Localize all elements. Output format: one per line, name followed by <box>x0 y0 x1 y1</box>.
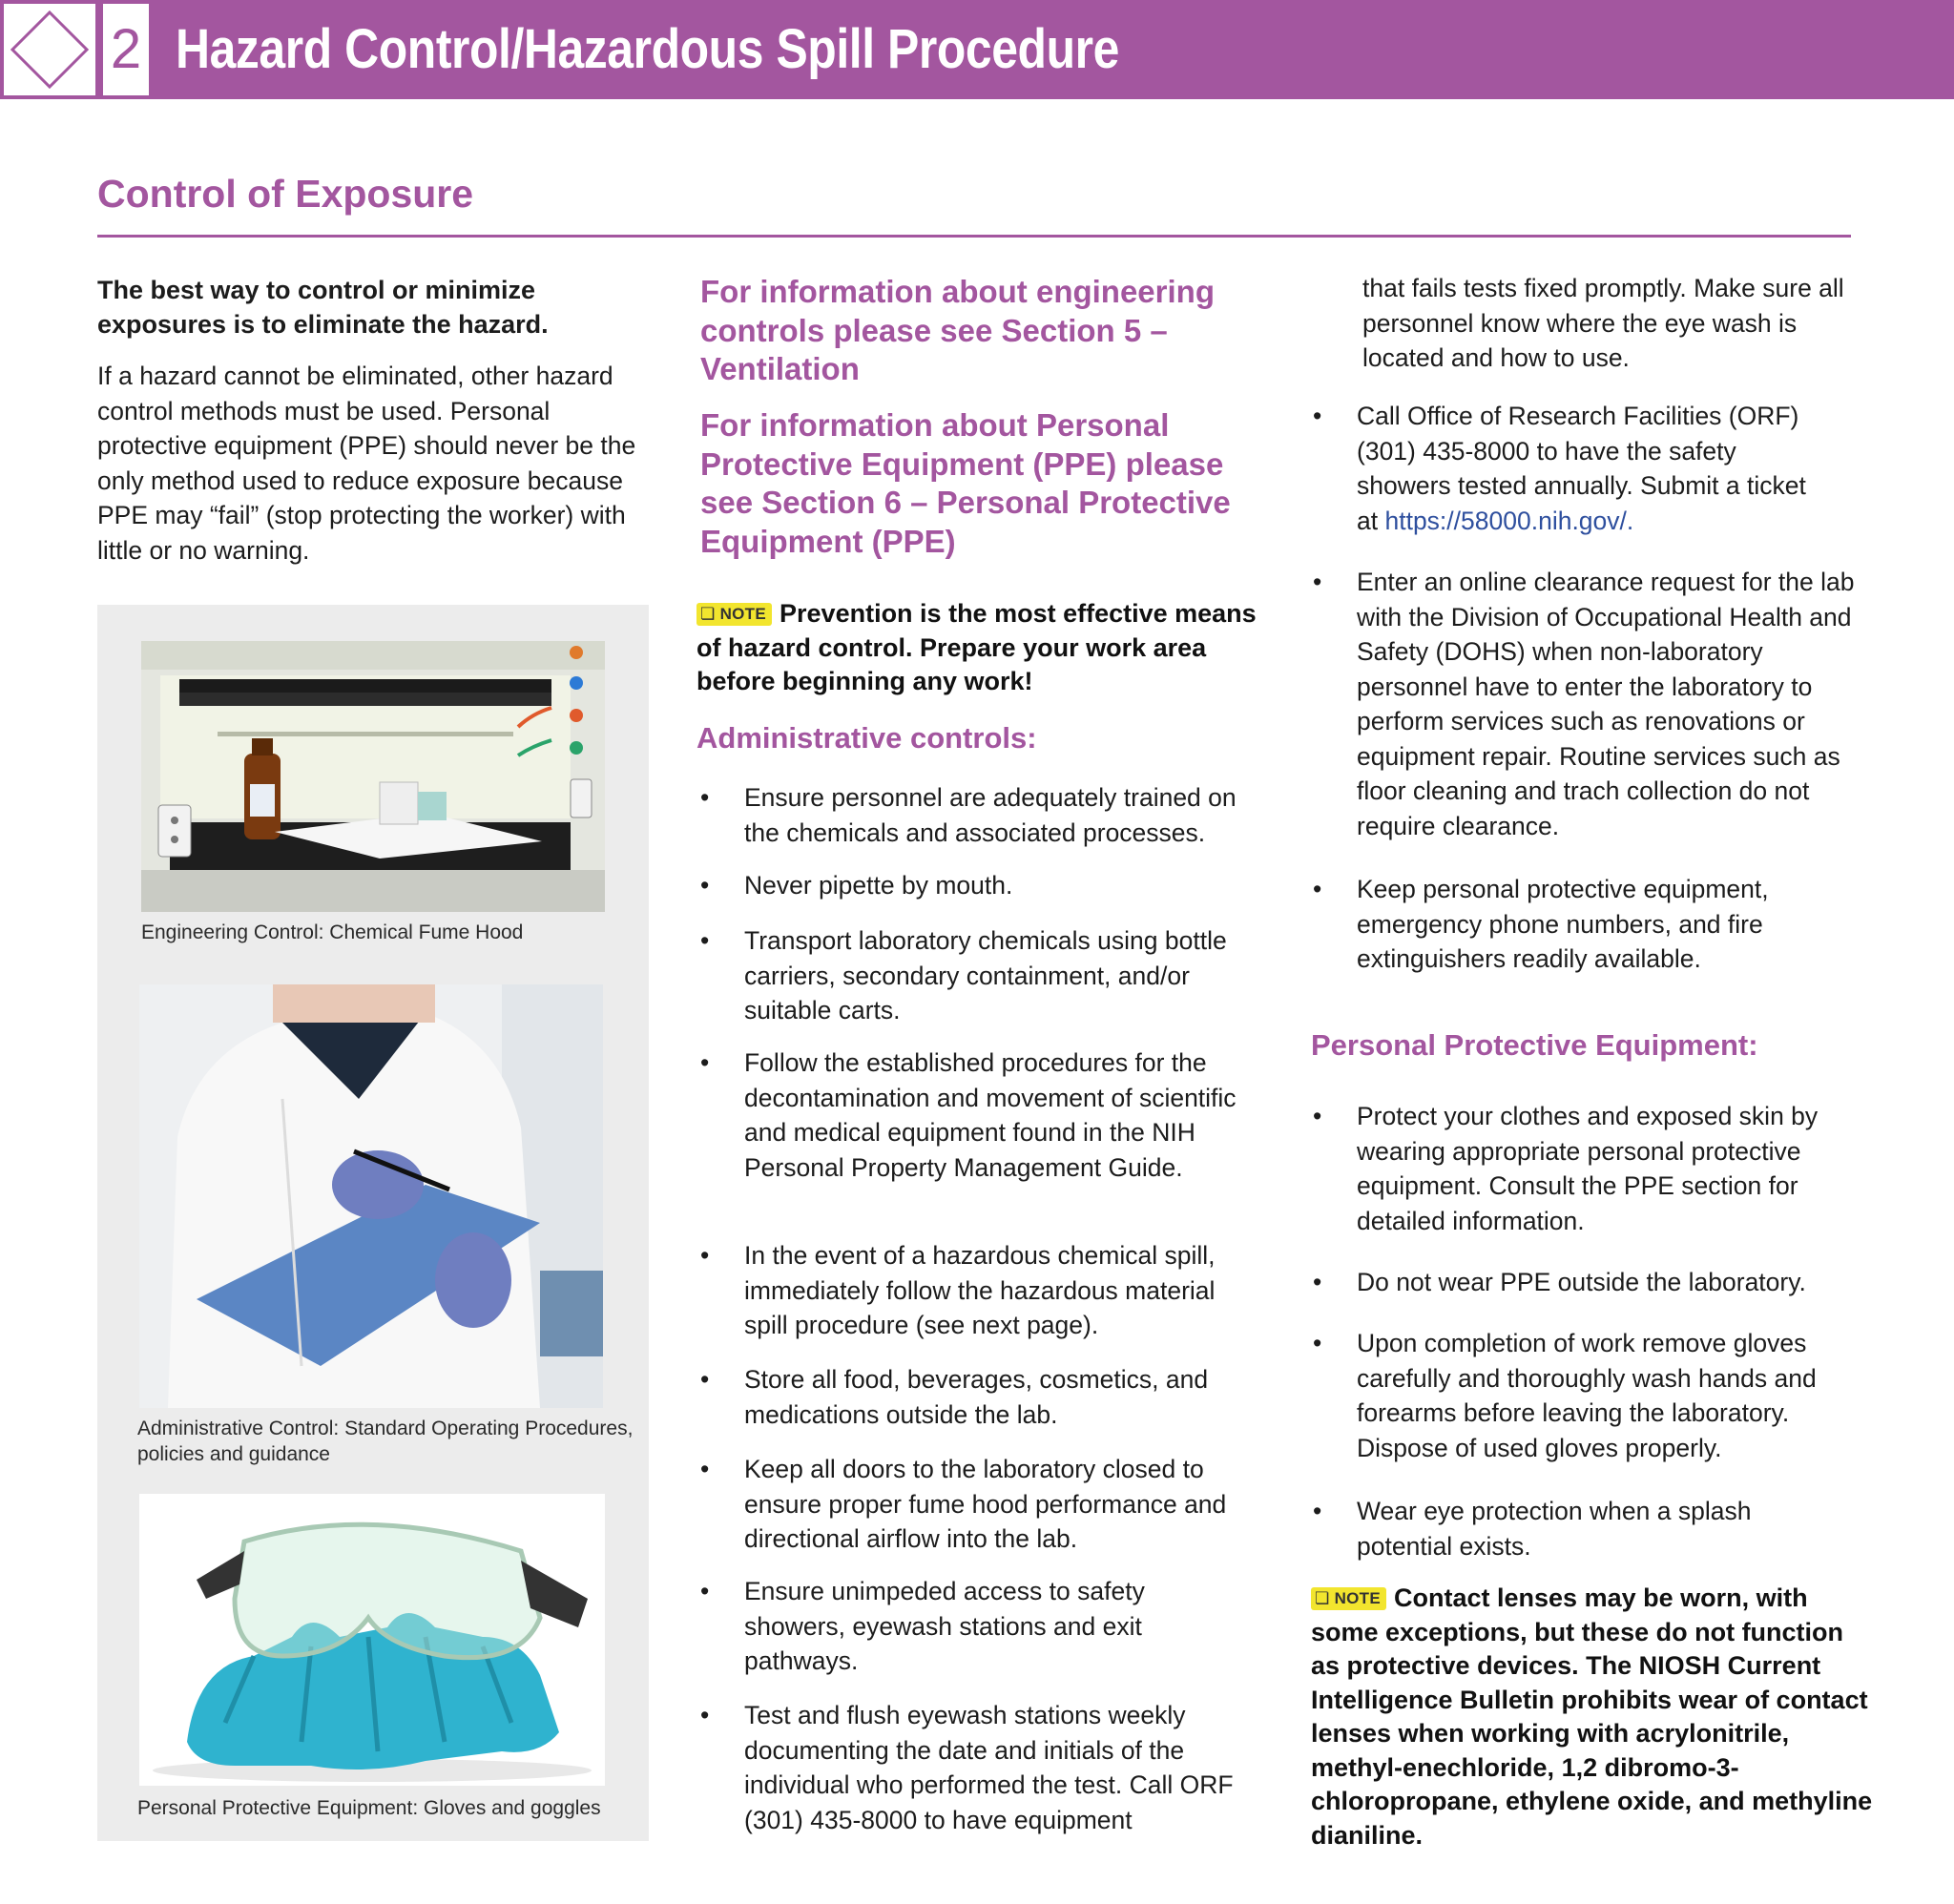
image-panel <box>97 605 649 1841</box>
section-number: 2 <box>101 2 151 97</box>
ppe-heading: Personal Protective Equipment: <box>1311 1028 1758 1062</box>
header-title: Hazard Control/Hazardous Spill Procedure <box>176 18 1119 80</box>
title-divider <box>97 235 1851 238</box>
prevention-note: ❏ NOTE Prevention is the most effective means of hazard control. Prepare your work area before beginning any work! <box>696 599 1257 695</box>
fume-hood-photo <box>141 641 605 912</box>
admin-caption: Administrative Control: Standard Operating Procedures, policies and guidance <box>137 1418 634 1465</box>
ppe-caption: Personal Protective Equipment: Gloves and goggles <box>137 1797 601 1819</box>
gloves-goggles-photo <box>139 1494 605 1786</box>
intro-lead: The best way to control or minimize exposures is to eliminate the hazard. <box>97 276 549 339</box>
diamond-icon <box>4 4 95 95</box>
scientist-clipboard-photo <box>139 984 603 1408</box>
intro-body: If a hazard cannot be eliminated, other hazard control methods must be used. Personal protective equipment (PPE) should never be the only method used to reduce exposure because PPE may “fail” (stop protecting the worker) with little or no warning. <box>97 362 636 565</box>
note-badge: ❏ NOTE <box>696 603 772 626</box>
diamond-logo <box>2 2 97 97</box>
contact-lens-note: ❏ NOTE Contact lenses may be worn, with some exceptions, but these do not function as protective devices. The NIOSH Current Intelligence Bulletin prohibits wear of contact lenses when working with acrylonitrile, methyl-enechloride, 1,2 dibromo-3-chloropropane, ethylene oxide, and methyline dianiline. <box>1311 1583 1873 1850</box>
orf-link[interactable]: https://58000.nih.gov/. <box>1384 506 1634 535</box>
admin-controls-heading: Administrative controls: <box>696 721 1037 755</box>
engineering-reference: For information about engineering controls please see Section 5 – Ventilation <box>700 274 1215 386</box>
eyewash-continuation: that fails tests fixed promptly. Make sure all personnel know where the eye wash is located and how to use. <box>1362 274 1844 372</box>
fume-hood-caption: Engineering Control: Chemical Fume Hood <box>141 921 524 943</box>
page-title: Control of Exposure <box>97 172 474 216</box>
note-badge: ❏ NOTE <box>1311 1587 1386 1610</box>
ppe-reference: For information about Personal Protective Equipment (PPE) please see Section 6 – Personal Protective Equipment (PPE) <box>700 407 1231 559</box>
